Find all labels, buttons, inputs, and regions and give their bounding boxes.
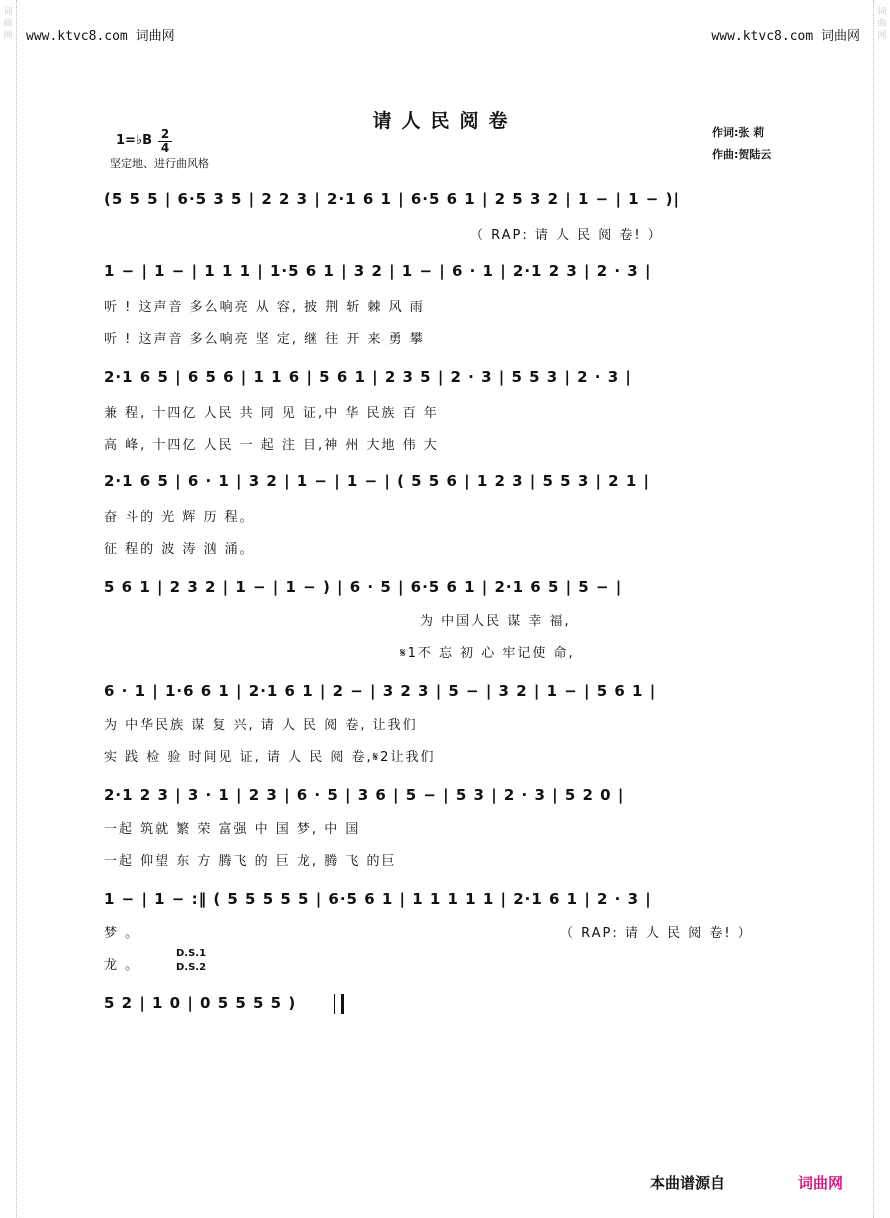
line1-lyric-verse1: 听 ! 这声音 多么响亮 从 容, 披 荆 斩 棘 风 雨 (104, 300, 425, 315)
time-signature-top: 2 (160, 127, 170, 141)
left-watermark-strip (0, 0, 17, 1218)
line7-lyric-verse1: 梦 。 (104, 926, 141, 941)
watermark-char: 曲 (3, 19, 13, 29)
line1-notes: 1 − | 1 − | 1 1 1 | 1·5 6 1 | 3 2 | 1 − | 6 · 1 | 2·1 2 3 | 2 · 3 | (104, 262, 652, 280)
key-signature: 1=♭B (116, 133, 152, 148)
composer-credit: 作曲:贺陆云 (712, 148, 772, 161)
right-watermark-strip (873, 0, 890, 1218)
site-header-left: www.ktvc8.com 词曲网 (26, 29, 175, 44)
song-title: 请人民阅卷 (372, 110, 518, 132)
tempo-marking: 坚定地、进行曲风格 (110, 157, 209, 170)
watermark-char: 词 (877, 7, 887, 17)
footer-brand-link[interactable]: 词曲网 (798, 1174, 844, 1192)
line4-notes: 5 6 1 | 2 3 2 | 1 − | 1 − ) | 6 · 5 | 6·5 6 1 | 2·1 6 5 | 5 − | (104, 578, 623, 596)
line7-notes: 1 − | 1 − :‖ ( 5 5 5 5 5 | 6·5 6 1 | 1 1 1 1 1 | 2·1 6 1 | 2 · 3 | (104, 890, 652, 908)
time-signature (158, 128, 172, 155)
watermark-char: 曲 (877, 19, 887, 29)
line2-lyric-verse1: 兼 程, 十四亿 人民 共 同 见 证,中 华 民族 百 年 (104, 406, 439, 421)
line2-notes: 2·1 6 5 | 6 5 6 | 1 1 6 | 5 6 1 | 2 3 5 | 2 · 3 | 5 5 3 | 2 · 3 | (104, 368, 632, 386)
line3-lyric-verse2: 征 程的 波 涛 汹 涌。 (104, 542, 255, 557)
lyricist-credit: 作词:张 莉 (712, 126, 765, 139)
line3-lyric-verse1: 奋 斗的 光 辉 历 程。 (104, 510, 255, 525)
line6-lyric-verse1: 一起 筑就 繁 荣 富强 中 国 梦, 中 国 (104, 822, 361, 837)
footer-source-text: 本曲谱源自 (650, 1174, 726, 1192)
line7-lyric-verse2: 龙 。 (104, 958, 141, 973)
intro-rap: （ RAP: 请 人 民 阅 卷! ） (470, 228, 663, 243)
time-signature-bottom: 4 (158, 141, 172, 155)
line6-lyric-verse2: 一起 仰望 东 方 腾飞 的 巨 龙, 腾 飞 的巨 (104, 854, 397, 869)
line6-notes: 2·1 2 3 | 3 · 1 | 2 3 | 6 · 5 | 3 6 | 5 − | 5 3 | 2 · 3 | 5 2 0 | (104, 786, 625, 804)
final-barline (334, 994, 344, 1014)
line7-rap: （ RAP: 请 人 民 阅 卷! ） (560, 926, 753, 941)
line4-lyric-verse1: 为 中国人民 谋 幸 福, (420, 614, 571, 629)
site-header-right: www.ktvc8.com 词曲网 (711, 29, 860, 44)
line2-lyric-verse2: 高 峰, 十四亿 人民 一 起 注 目,神 州 大地 伟 大 (104, 438, 439, 453)
watermark-char: 词 (3, 7, 13, 17)
ds1-mark: D.S.1 (176, 948, 207, 959)
line5-lyric-verse2: 实 践 检 验 时间见 证, 请 人 民 阅 卷,𝄋2让我们 (104, 750, 436, 765)
line4-lyric-verse2: 𝄋1不 忘 初 心 牢记使 命, (400, 646, 575, 661)
ds2-mark: D.S.2 (176, 962, 207, 973)
line5-notes: 6 · 1 | 1·6 6 1 | 2·1 6 1 | 2 − | 3 2 3 | 5 − | 3 2 | 1 − | 5 6 1 | (104, 682, 657, 700)
line8-notes: 5 2 | 1 0 | 0 5 5 5 5 ) (104, 994, 297, 1012)
line5-lyric-verse1: 为 中华民族 谋 复 兴, 请 人 民 阅 卷, 让我们 (104, 718, 418, 733)
line3-notes: 2·1 6 5 | 6 · 1 | 3 2 | 1 − | 1 − | ( 5 5 6 | 1 2 3 | 5 5 3 | 2 1 | (104, 472, 650, 490)
intro-notes: (5 5 5 | 6·5 3 5 | 2 2 3 | 2·1 6 1 | 6·5 6 1 | 2 5 3 2 | 1 − | 1 − )| (104, 190, 680, 208)
watermark-char: 网 (3, 31, 13, 41)
watermark-char: 网 (877, 31, 887, 41)
line1-lyric-verse2: 听 ! 这声音 多么响亮 坚 定, 继 往 开 来 勇 攀 (104, 332, 425, 347)
